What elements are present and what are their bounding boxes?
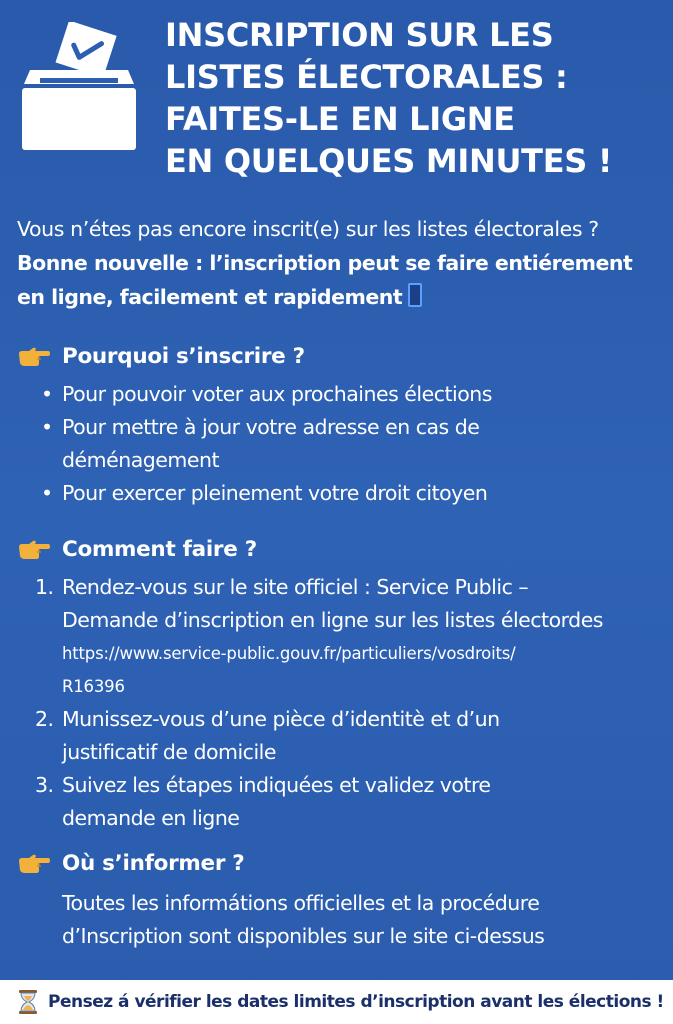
- section-heading: [17, 845, 667, 881]
- intro-highlight-text: en ligne, facilement et rapidement: [17, 285, 403, 309]
- info-line: d’Inscription sont disponibles sur le site ci-dessus: [62, 924, 545, 948]
- intro-paragraph: [17, 212, 667, 314]
- step-number: 1.: [35, 575, 54, 599]
- section-heading: [17, 531, 667, 567]
- hourglass-icon: [18, 989, 38, 1015]
- list-item-text: Pour pouvoir voter aux prochaines élections: [62, 382, 492, 406]
- phone-glyph-icon: [408, 283, 422, 307]
- intro-highlight-line: Bonne nouvelle : l’inscription peut se faire entiérement: [17, 251, 633, 275]
- list-item: [17, 411, 667, 477]
- list-item-text: Pour mettre à jour votre adresse en cas de: [62, 415, 480, 439]
- list-item: [17, 378, 667, 411]
- section-why: [17, 338, 667, 510]
- list-item: [17, 769, 667, 835]
- list-item: [17, 477, 667, 510]
- step-number: 3.: [35, 773, 54, 797]
- list-item: [17, 571, 667, 703]
- list-item-text: Pour exercer pleinement votre droit citoyen: [62, 481, 488, 505]
- service-public-link[interactable]: R16396: [62, 677, 125, 696]
- deadline-reminder: Pensez á vérifier les dates limites d’inscription avant les élections !: [48, 992, 664, 1012]
- list-item-text: Suivez les étapes indiquées et validez votre: [62, 773, 491, 797]
- service-public-link[interactable]: https://www.service-public.gouv.fr/particuliers/vosdroits/: [62, 644, 516, 663]
- pointing-hand-icon: [17, 345, 51, 367]
- title-line: EN QUELQUES MINUTES !: [165, 142, 613, 180]
- title-line: FAITES-LE EN LIGNE: [165, 100, 515, 138]
- section-title: Comment faire ?: [62, 536, 257, 562]
- title-line: LISTES ÉLECTORALES :: [165, 58, 568, 96]
- list-item-text: déménagement: [62, 448, 219, 472]
- reasons-list: [17, 378, 667, 510]
- list-item-text: Munissez-vous d’une pièce d’identitè et d’un: [62, 707, 500, 731]
- intro-question: Vous n’étes pas encore inscrit(e) sur les listes électorales ?: [17, 217, 599, 241]
- section-title: Où s’informer ?: [62, 850, 245, 876]
- pointing-hand-icon: [17, 538, 51, 560]
- intro-highlight-line: [17, 280, 667, 314]
- intro-highlight: [17, 246, 667, 314]
- list-item-text: Demande d’inscription en ligne sur les listes électordes: [62, 608, 603, 632]
- ballot-box-icon: [20, 22, 138, 152]
- bullet-icon: •: [41, 382, 53, 406]
- info-text: [17, 887, 667, 953]
- section-title: Pourquoi s’inscrire ?: [62, 343, 305, 369]
- list-item-text: Rendez-vous sur le site officiel : Service Public –: [62, 575, 529, 599]
- info-line: Toutes les informátions officielles et la procédure: [62, 891, 540, 915]
- list-item-text: demande en ligne: [62, 806, 240, 830]
- title-line: INSCRIPTION SUR LES: [165, 16, 554, 54]
- bullet-icon: •: [41, 415, 53, 439]
- section-how: [17, 531, 667, 835]
- steps-list: [17, 571, 667, 835]
- bullet-icon: •: [41, 481, 53, 505]
- page-title: [165, 14, 665, 182]
- section-info: [17, 845, 667, 953]
- list-item: [17, 703, 667, 769]
- step-number: 2.: [35, 707, 54, 731]
- pointing-hand-icon: [17, 852, 51, 874]
- list-item-text: justificatif de domicile: [62, 740, 276, 764]
- section-heading: [17, 338, 667, 374]
- footer-banner: [0, 980, 673, 1024]
